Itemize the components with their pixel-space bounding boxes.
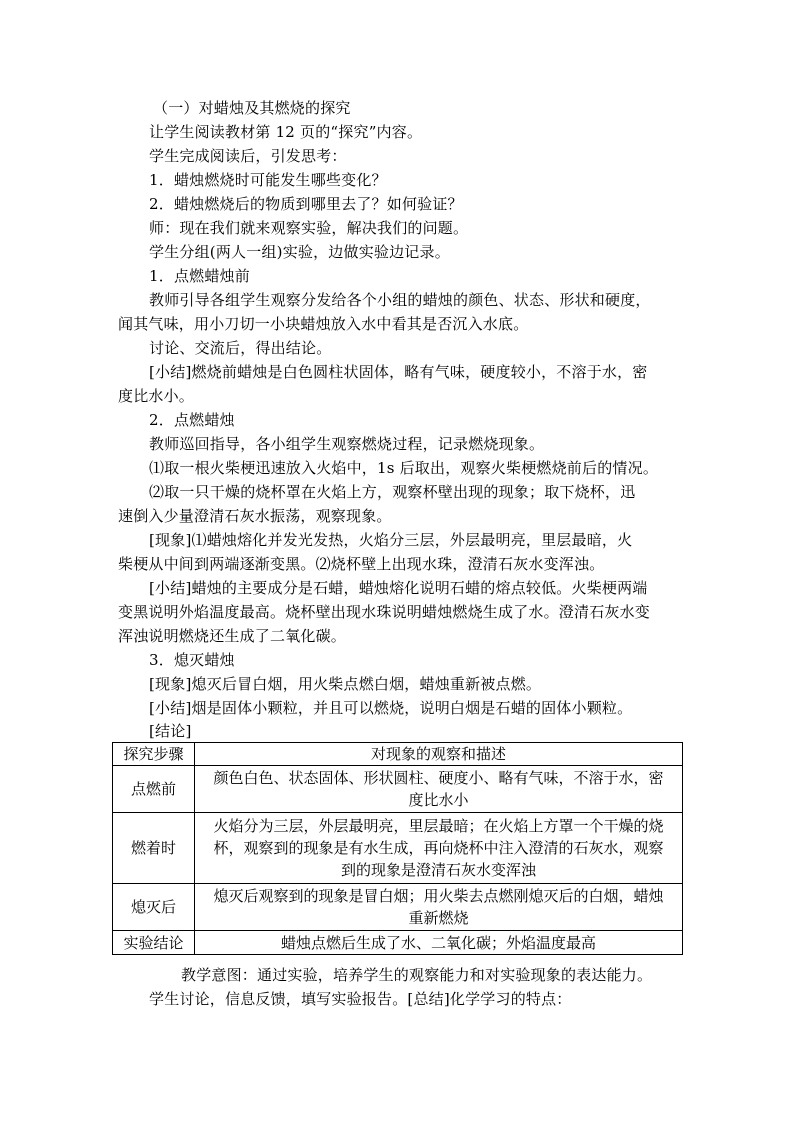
table-header-cell: 探究步骤 [113, 743, 195, 766]
paragraph-line: 讨论、交流后，得出结论。 [149, 339, 332, 357]
paragraph-line: 让学生阅读教材第 12 页的“探究”内容。 [149, 123, 423, 141]
paragraph-line: 闻其气味，用小刀切一小块蜡烛放入水中看其是否沉入水底。 [118, 315, 529, 333]
section-title: （一）对蜡烛及其燃烧的探究 [153, 99, 351, 117]
table-desc-line: 颜色白色、状态固体、形状圆柱、硬度小、略有气味，不溶于水，密 [213, 769, 664, 787]
table-desc-line: 火焰分为三层，外层最明亮，里层最暗；在火焰上方罩一个干燥的烧 [213, 817, 664, 835]
summary-line: [小结]烟是固体小颗粒，并且可以燃烧，说明白烟是石蜡的固体小颗粒。 [149, 699, 633, 717]
paragraph-line: ⑴取一根火柴梗迅速放入火焰中，1s 后取出，观察火柴梗燃烧前后的情况。 [149, 459, 659, 477]
table-step-cell: 熄灭后 [113, 884, 195, 931]
paragraph-line: 教师巡回指导，各小组学生观察燃烧过程，记录燃烧现象。 [149, 435, 545, 453]
table-desc-cell [195, 931, 683, 955]
paragraph-line: 师：现在我们就来观察实验，解决我们的问题。 [149, 219, 469, 237]
table-desc-line: 蜡烛点燃后生成了水、二氧化碳；外焰温度最高 [280, 933, 596, 952]
summary-line: 浑浊说明燃烧还生成了二氧化碳。 [118, 627, 347, 645]
table-desc-line: 到的现象是澄清石灰水变浑浊 [340, 861, 536, 879]
paragraph-line: 教师引导各组学生观察分发给各个小组的蜡烛的颜色、状态、形状和硬度， [149, 291, 651, 309]
table-desc-cell [195, 884, 683, 931]
step-heading: 3．熄灭蜡烛 [149, 651, 235, 669]
paragraph-line: 学生完成阅读后，引发思考： [149, 147, 347, 165]
teaching-intent: 教学意图：通过实验，培养学生的观察能力和对实验现象的表达能力。 [181, 966, 653, 984]
table-header-cell: 对现象的观察和描述 [195, 743, 683, 766]
table-row [113, 931, 683, 955]
question-2: 2．蜡烛燃烧后的物质到哪里去了？如何验证？ [149, 195, 463, 213]
step-heading: 2．点燃蜡烛 [149, 411, 235, 429]
conclusion-label: [结论] [149, 722, 192, 740]
summary-line: 度比水小。 [118, 387, 195, 405]
table-desc-line: 度比水小 [408, 791, 469, 809]
table-step-cell: 实验结论 [113, 931, 195, 955]
table-desc-line: 重新燃烧 [408, 909, 469, 927]
question-1: 1．蜡烛燃烧时可能发生哪些变化？ [149, 171, 387, 189]
phenomenon-line: 柴梗从中间到两端逐渐变黑。⑵烧杯壁上出现水珠，澄清石灰水变浑浊。 [118, 555, 605, 573]
step-heading: 1．点燃蜡烛前 [149, 267, 250, 285]
table-step-cell: 点燃前 [113, 766, 195, 813]
paragraph-line: 学生分组(两人一组)实验，边做实验边记录。 [149, 243, 450, 261]
paragraph-line: ⑵取一只干燥的烧杯罩在火焰上方，观察杯壁出现的现象；取下烧杯，迅 [149, 483, 636, 501]
table-desc-line: 熄灭后观察到的现象是冒白烟；用火柴去点燃刚熄灭后的白烟，蜡烛 [213, 887, 664, 905]
phenomenon-line: [现象]⑴蜡烛熔化并发光发热，火焰分三层，外层最明亮，里层最暗，火 [149, 531, 633, 549]
summary-line: [小结]蜡烛的主要成分是石蜡，蜡烛熔化说明石蜡的熔点较低。火柴梗两端 [149, 579, 648, 597]
table-desc-cell [195, 766, 683, 813]
table-row [113, 813, 683, 884]
phenomenon-line: [现象]熄灭后冒白烟，用火柴点燃白烟，蜡烛重新被点燃。 [149, 675, 542, 693]
table-row [113, 766, 683, 813]
table-row [113, 884, 683, 931]
table-desc-cell [195, 813, 683, 884]
conclusion-table [112, 742, 683, 955]
summary-line: [小结]燃烧前蜡烛是白色圆柱状固体，略有气味，硬度较小，不溶于水，密 [149, 363, 648, 381]
closing-line: 学生讨论，信息反馈，填写实验报告。[总结]化学学习的特点： [149, 990, 572, 1008]
table-desc-line: 杯，观察到的现象是有水生成，再向烧杯中注入澄清的石灰水，观察 [213, 839, 664, 857]
table-step-cell: 燃着时 [113, 813, 195, 884]
summary-line: 变黑说明外焰温度最高。烧杯壁出现水珠说明蜡烛燃烧生成了水。澄清石灰水变 [118, 603, 651, 621]
paragraph-line: 速倒入少量澄清石灰水振荡，观察现象。 [118, 507, 392, 525]
table-header-row [113, 743, 683, 766]
